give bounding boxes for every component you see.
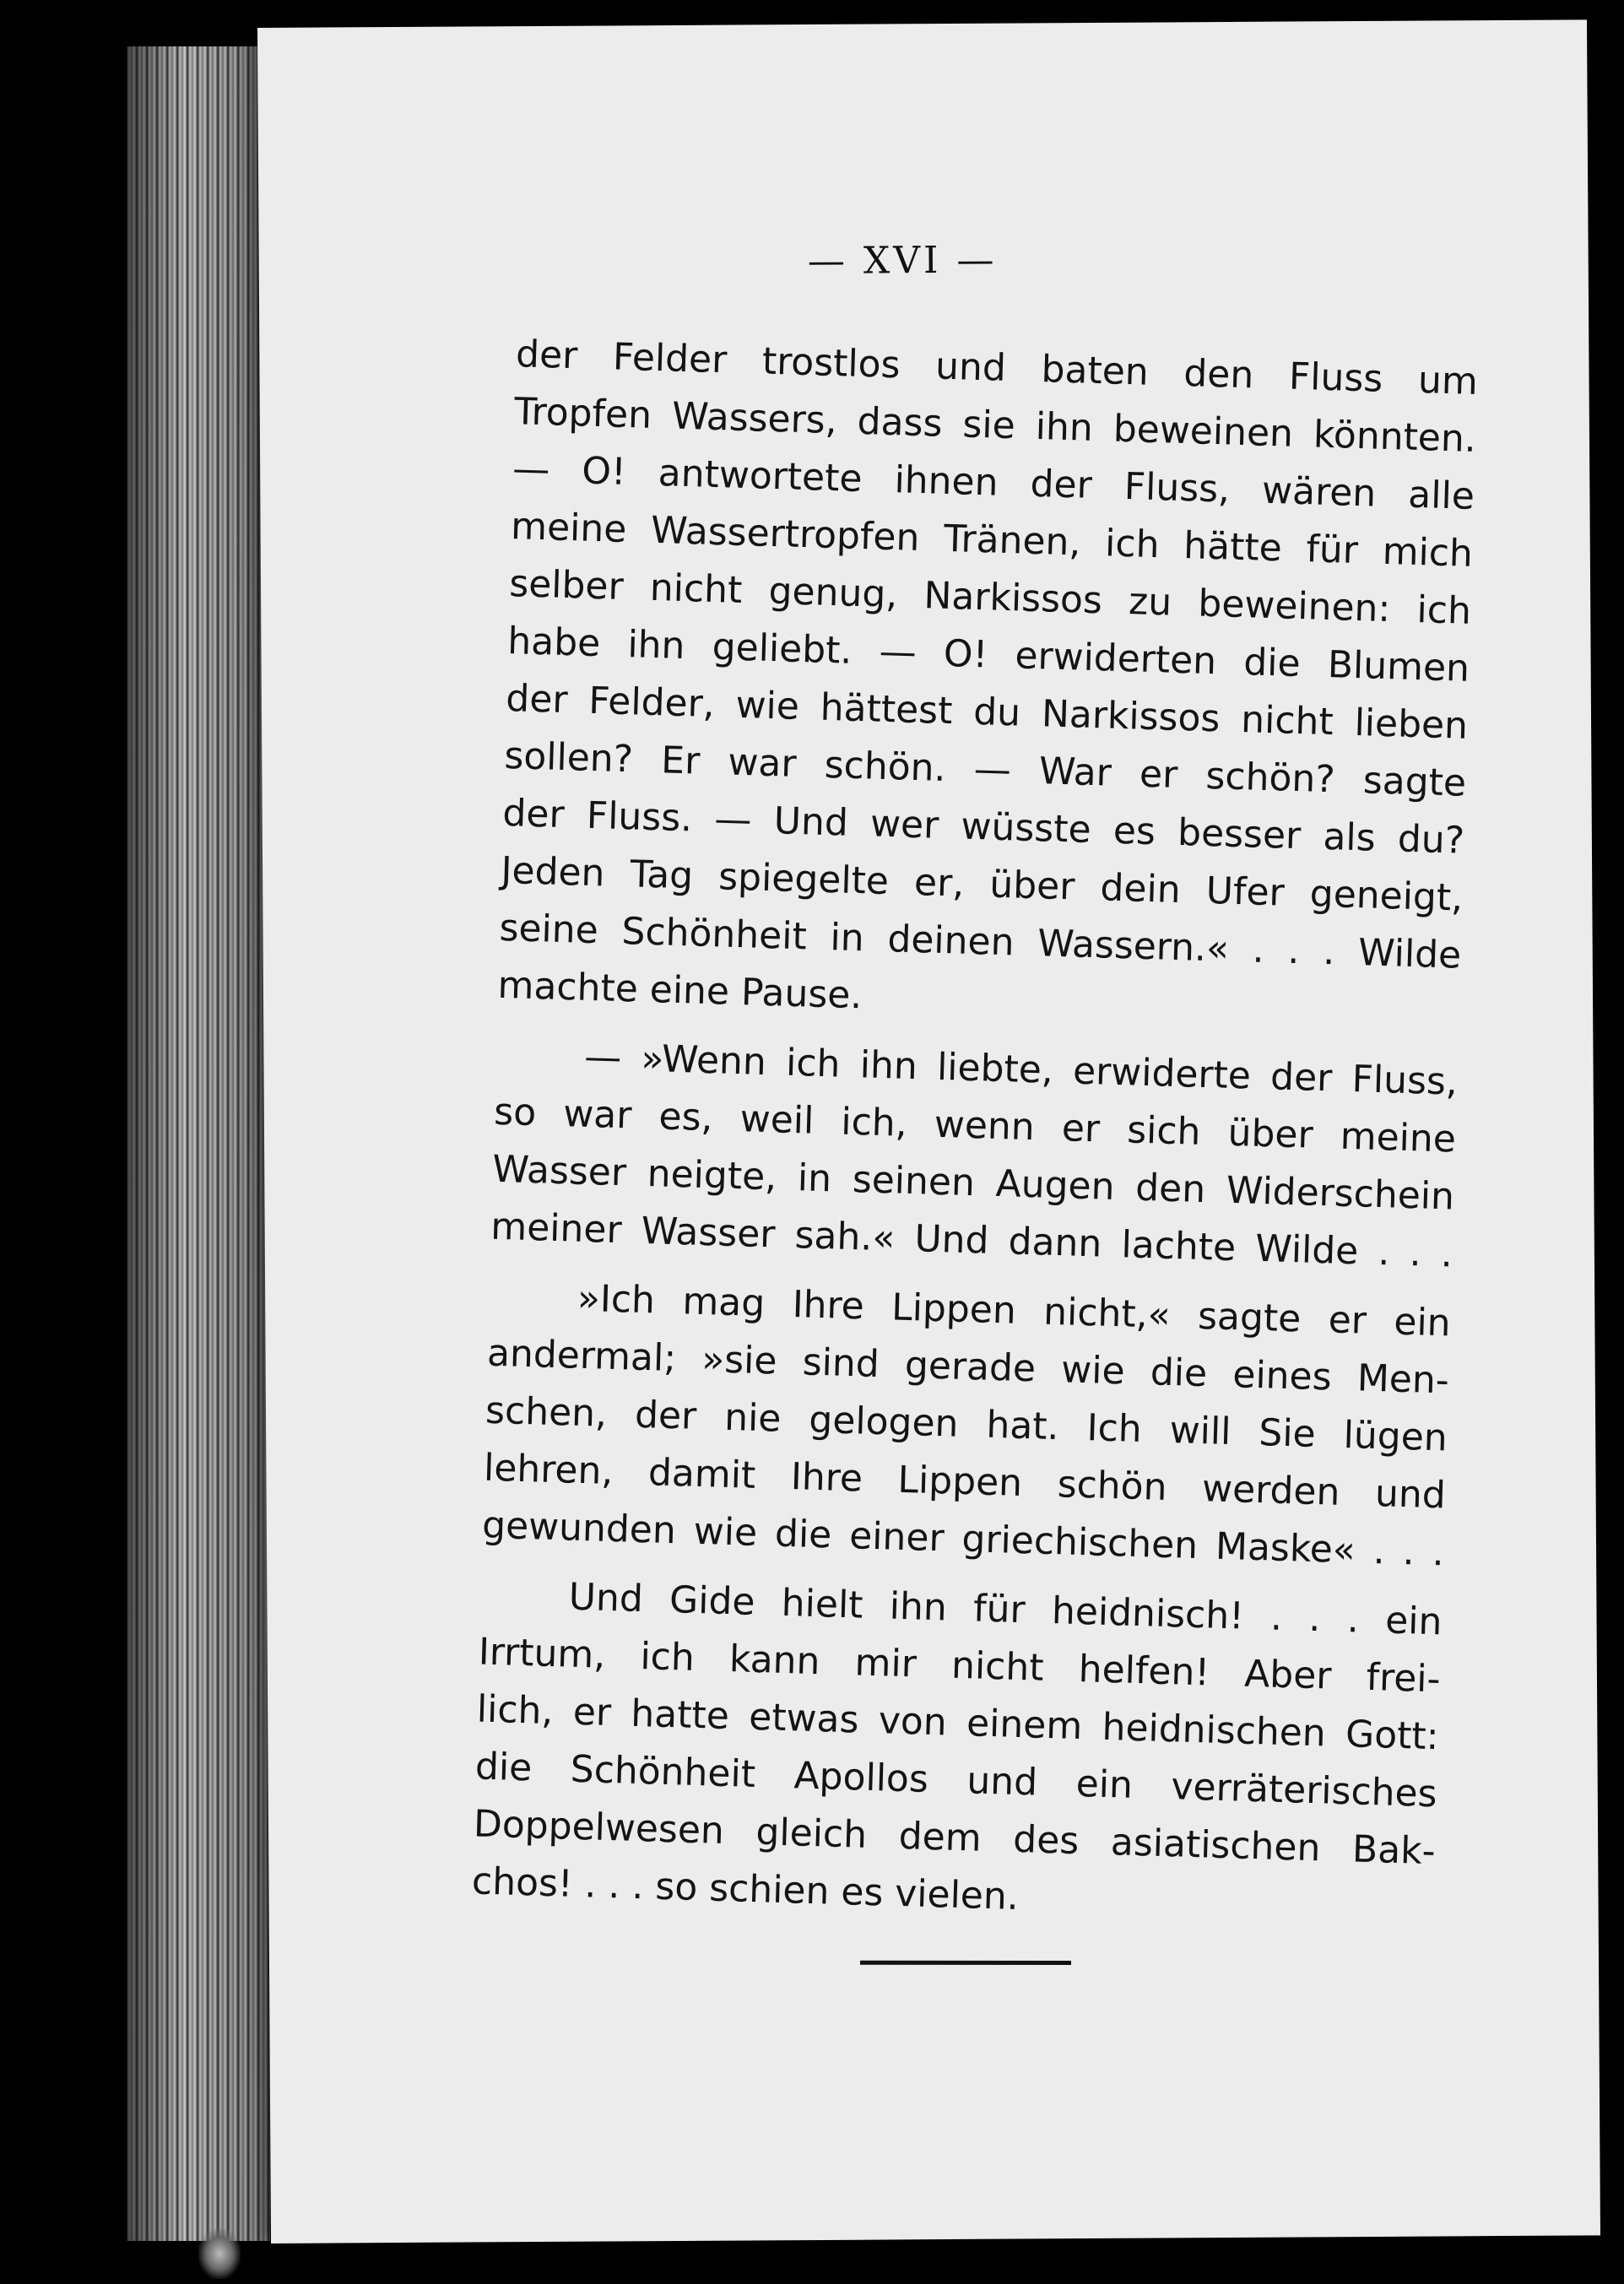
text-line: sollen? Er war schön. — War er schön? sagte bbox=[503, 733, 1467, 805]
text-line: der Fluss. — Und wer wüsste es besser als du? bbox=[501, 791, 1465, 863]
text-line: selber nicht genug, Narkissos zu beweinen: ich bbox=[508, 562, 1472, 633]
text-line: so war es, weil ich, wenn er sich über meine bbox=[493, 1090, 1457, 1161]
page-edge-shadow bbox=[127, 46, 270, 2241]
text-line: der Felder, wie hättest du Narkissos nicht lieben bbox=[505, 676, 1469, 748]
text-line: gewunden wie die einer griechischen Maske« . . . bbox=[481, 1503, 1445, 1575]
text-line: — O! antwortete ihnen der Fluss, wären alle bbox=[512, 447, 1475, 518]
text-line: seine Schönheit in deinen Wassern.« . . . Wilde bbox=[498, 906, 1462, 977]
text-line: habe ihn geliebt. — O! erwiderten die Blumen bbox=[506, 619, 1470, 690]
text-line: Irrtum, ich kann mir nicht helfen! Aber frei- bbox=[478, 1630, 1442, 1702]
paragraph bbox=[490, 1026, 1458, 1284]
text-line: Tropfen Wassers, dass sie ihn beweinen könnten. bbox=[513, 390, 1477, 461]
text-line: machte eine Pause. bbox=[496, 963, 863, 1018]
body-text bbox=[471, 326, 1479, 1938]
text-line: Jeden Tag spiegelte er, über dein Ufer geneigt, bbox=[500, 848, 1464, 920]
text-line: lich, er hatte etwas von einem heidnischen Gott: bbox=[476, 1687, 1440, 1759]
text-line: Doppelwesen gleich dem des asiatischen Bak- bbox=[473, 1802, 1437, 1874]
text-line: chos! . . . so schien es vielen. bbox=[471, 1859, 1020, 1919]
section-end-rule bbox=[860, 1961, 1071, 1965]
paragraph bbox=[497, 326, 1479, 1042]
paragraph bbox=[481, 1268, 1451, 1583]
text-line: »Ich mag Ihre Lippen nicht,« sagte er ein bbox=[577, 1276, 1452, 1345]
book-page bbox=[257, 19, 1600, 2243]
text-line: der Felder trostlos und baten den Fluss um bbox=[515, 333, 1479, 403]
text-line: andermal; »sie sind gerade wie die eines Men- bbox=[486, 1331, 1450, 1403]
text-line: die Schönheit Apollos und ein verräterisches bbox=[474, 1745, 1438, 1816]
page-number: — XVI — bbox=[807, 238, 998, 284]
text-line: schen, der nie gelogen hat. Ich will Sie lügen bbox=[484, 1388, 1448, 1460]
text-line: — »Wenn ich ihn liebte, erwiderte der Fluss, bbox=[583, 1035, 1459, 1104]
text-line: lehren, damit Ihre Lippen schön werden und bbox=[483, 1446, 1447, 1518]
text-line: Wasser neigte, in seinen Augen den Widerschein bbox=[491, 1147, 1455, 1219]
text-line: meine Wassertropfen Tränen, ich hätte für mich bbox=[510, 505, 1474, 576]
text-line: meiner Wasser sah.« Und dann lachte Wilde . . . bbox=[490, 1204, 1453, 1276]
paragraph bbox=[471, 1567, 1443, 1939]
text-line: Und Gide hielt ihn für heidnisch! . . . ein bbox=[568, 1575, 1443, 1644]
scan-smudge bbox=[198, 2228, 241, 2279]
